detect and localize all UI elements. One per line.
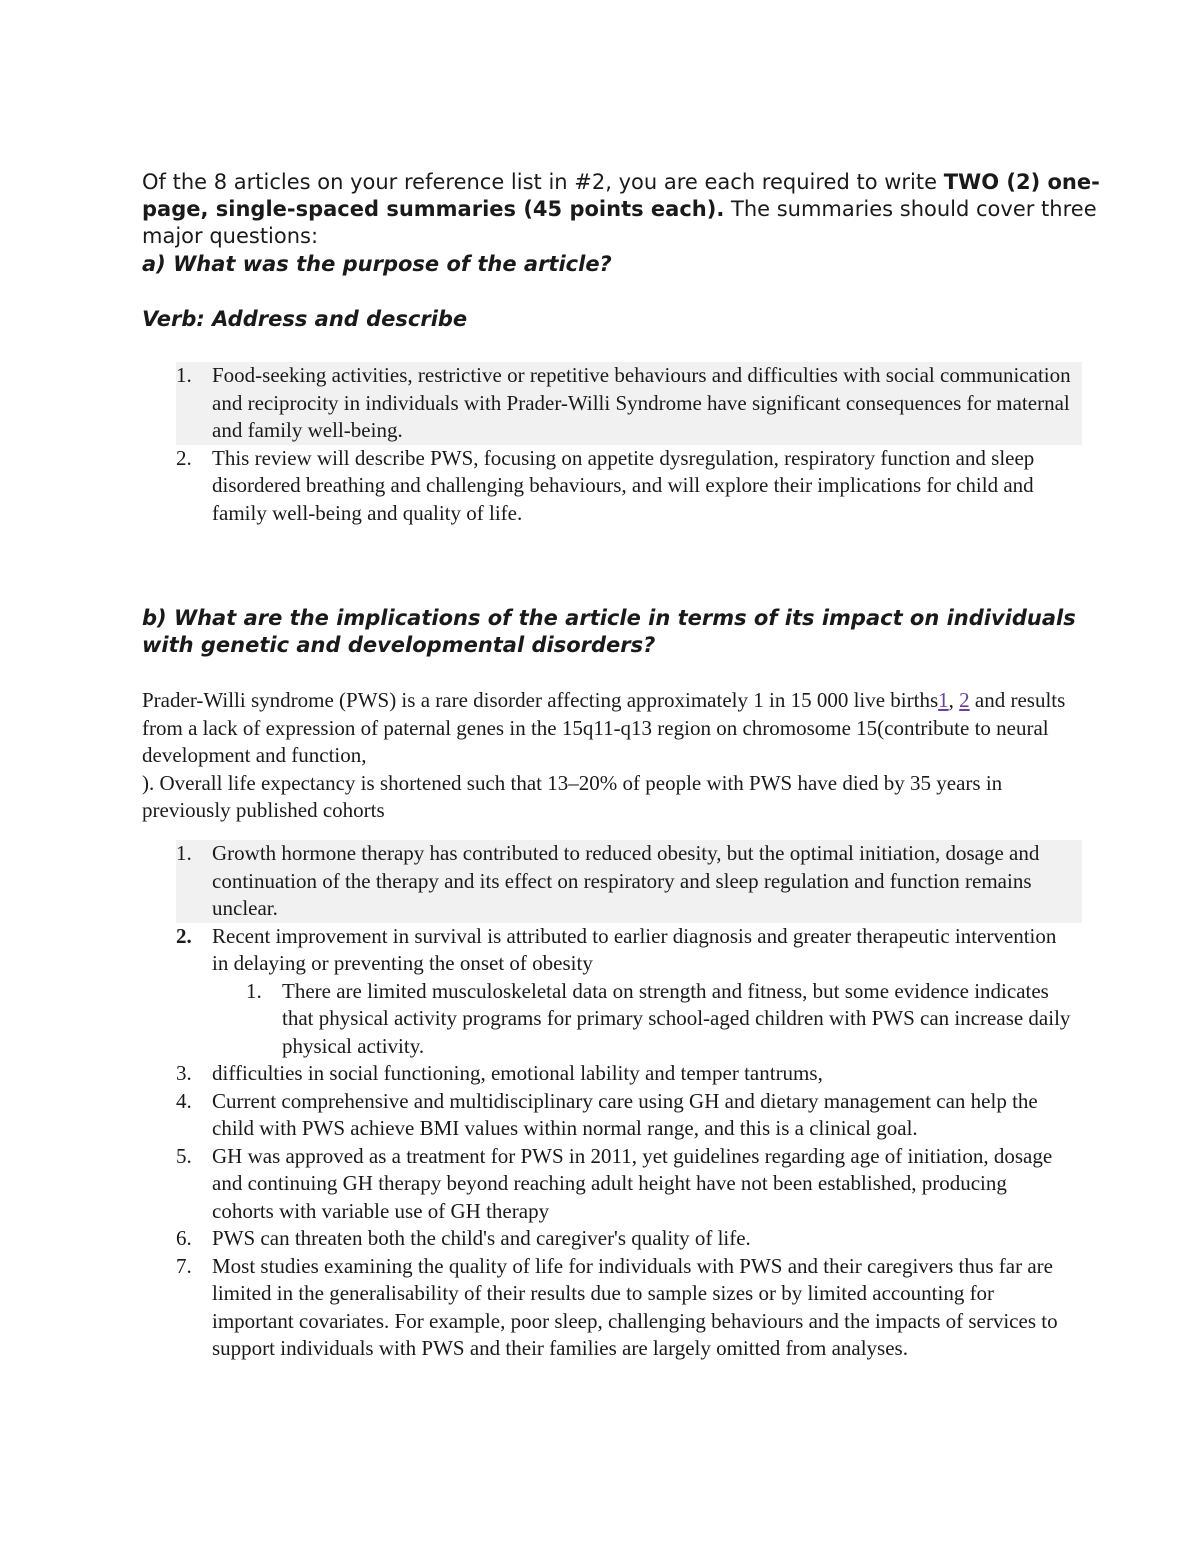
list-item	[142, 1088, 1072, 1143]
list-item	[176, 362, 1082, 445]
list-item	[142, 1253, 1072, 1363]
list-item-text: Most studies examining the quality of life for individuals with PWS and their caregivers thus far are limited in the generalisability of their results due to sample sizes or by limited accounting for important covariates. For example, poor sleep, challenging behaviours and the impacts of services to support individuals with PWS and their families are largely omitted from analyses.	[212, 1253, 1058, 1360]
body-paragraph	[142, 687, 1072, 825]
list-number: 6.	[176, 1226, 192, 1250]
list-number: 7.	[176, 1253, 192, 1278]
paragraph-text-line2: ). Overall life expectancy is shortened such that 13–20% of people with PWS have died by 35 years in previously published cohorts	[142, 770, 1003, 822]
list-item-text: difficulties in social functioning, emotional lability and temper tantrums,	[212, 1061, 823, 1085]
paragraph-text-continued: and results from a lack of expression of paternal genes in the 15q11-q13 region on chromosome 15(contribute to neural development and function,	[142, 688, 1066, 767]
list-item	[142, 1143, 1072, 1226]
intro-text: Of the 8 articles on your reference list in #2, you are each required to write	[142, 170, 944, 194]
list-number: 2.	[176, 445, 192, 470]
purpose-list	[142, 362, 1072, 527]
list-item-text: Current comprehensive and multidisciplinary care using GH and dietary management can help the child with PWS achieve BMI values within normal range, and this is a clinical goal.	[212, 1088, 1038, 1140]
list-item-text: PWS can threaten both the child's and caregiver's quality of life.	[212, 1226, 751, 1250]
list-number: 5.	[176, 1143, 192, 1168]
question-a-heading: a) What was the purpose of the article?	[142, 252, 612, 276]
paragraph-text: Prader-Willi syndrome (PWS) is a rare disorder affecting approximately 1 in 15 000 live births	[142, 688, 939, 712]
list-item	[176, 840, 1082, 923]
list-item	[142, 1060, 1072, 1088]
list-item	[142, 923, 1072, 978]
list-item	[142, 445, 1072, 528]
sub-list-item	[142, 978, 1072, 1061]
intro-paragraph	[142, 169, 1102, 250]
list-number: 1.	[176, 363, 192, 387]
verb-heading: Verb: Address and describe	[142, 307, 468, 331]
implications-list	[142, 840, 1072, 1363]
list-number: 1.	[246, 978, 262, 1003]
reference-link-1[interactable]: 1	[938, 688, 949, 712]
list-item-text: Recent improvement in survival is attributed to earlier diagnosis and greater therapeutic intervention in delaying or preventing the onset of obesity	[212, 923, 1057, 975]
list-number: 2.	[176, 923, 192, 948]
list-number: 4.	[176, 1088, 192, 1113]
list-item-text: GH was approved as a treatment for PWS in 2011, yet guidelines regarding age of initiation, dosage and continuing GH therapy beyond reaching adult height have not been established, producing cohorts with variable use of GH therapy	[212, 1143, 1053, 1223]
intro-bold-text: TWO (2) one-page, single-spaced summaries (45 points each).	[142, 170, 1100, 221]
list-item-text: Growth hormone therapy has contributed to reduced obesity, but the optimal initiation, dosage and continuation of the therapy and its effect on respiratory and sleep regulation and function remains unclear.	[212, 841, 1040, 920]
question-b-heading: b) What are the implications of the article in terms of its impact on individuals with genetic and developmental disorders?	[142, 606, 1076, 657]
list-item-text: There are limited musculoskeletal data on strength and fitness, but some evidence indicates that physical activity programs for primary school-aged children with PWS can increase daily physical activity.	[282, 978, 1071, 1058]
intro-text-end: The summaries should cover three major questions:	[142, 197, 1097, 248]
reference-link-2[interactable]: 2	[959, 688, 970, 712]
reference-separator: ,	[948, 688, 960, 712]
list-number: 1.	[176, 841, 192, 865]
list-item	[142, 1225, 1072, 1253]
list-number: 3.	[176, 1061, 192, 1085]
list-item-text: Food-seeking activities, restrictive or repetitive behaviours and difficulties with social communication and reciprocity in individuals with Prader-Willi Syndrome have significant consequences for maternal and family well-being.	[212, 363, 1071, 442]
list-item-text: This review will describe PWS, focusing on appetite dysregulation, respiratory function and sleep disordered breathing and challenging behaviours, and will explore their implications for child and family well-being and quality of life.	[212, 445, 1035, 525]
